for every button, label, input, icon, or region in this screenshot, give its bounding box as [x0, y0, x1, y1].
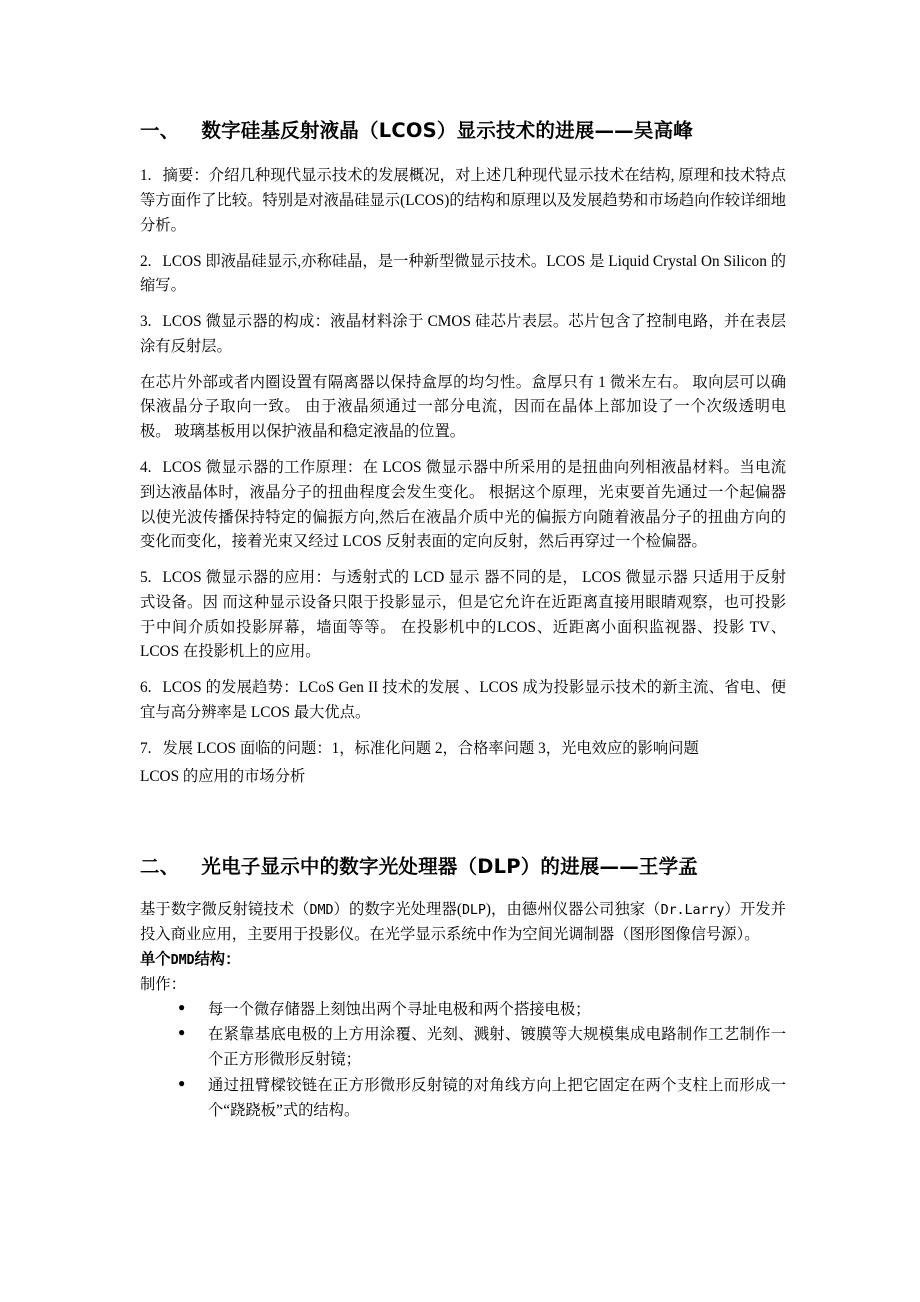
dmd-structure-heading-post: 结构： — [194, 951, 241, 968]
paragraph-item-4 — [140, 456, 786, 555]
paragraph-text-3-continued: 在芯片外部或者内圈设置有隔离器以保持盒厚的均匀性。盒厚只有 1 微米左右。 取向层可以确保液晶分子取向一致。 由于液晶须通过一部分电流，因而在晶体上部加设了一个次级透明电极。 玻璃基板用以保护液晶和稳定液晶的位置。 — [140, 373, 786, 441]
paragraph-item-5 — [140, 566, 786, 665]
list-number-3: 3. — [140, 313, 152, 331]
intro-mono-drlarry: Dr.Larry — [660, 903, 725, 919]
dmd-structure-heading-mono: DMD — [170, 953, 195, 968]
section-two-intro-paragraph — [140, 898, 786, 948]
list-number-7: 7. — [140, 739, 152, 757]
paragraph-market-analysis — [140, 765, 786, 790]
paragraph-text-2: LCOS 即液晶硅显示,亦称硅晶，是一种新型微显示技术。LCOS 是 Liquid Crystal On Silicon 的缩写。 — [140, 252, 786, 295]
list-item — [140, 1074, 786, 1124]
list-item — [140, 1023, 786, 1073]
list-item — [140, 998, 786, 1023]
paragraph-text-6: LCOS 的发展趋势：LCoS Gen II 技术的发展 、LCOS 成为投影显示技术的新主流、省电、便宜与高分辨率是 LCOS 最大优点。 — [140, 679, 786, 721]
list-item-text: 在紧靠基底电极的上方用涂覆、光刻、溅射、镀膜等大规模集成电路制作工艺制作一个正方形微形反射镜； — [208, 1026, 786, 1069]
bullet-dot-icon: ● — [178, 1025, 186, 1040]
list-number-5: 5. — [140, 569, 152, 587]
paragraph-text-1: 摘要：介绍几种现代显示技术的发展概况，对上述几种现代显示技术在结构, 原理和技术特点等方面作了比较。特别是对液晶硅显示(LCOS)的结构和原理以及发展趋势和市场趋向作较详细地分析。 — [140, 167, 786, 234]
bullet-dot-icon: ● — [178, 1075, 186, 1090]
document-body — [140, 118, 786, 1123]
dmd-structure-heading — [140, 948, 786, 973]
paragraph-item-1 — [140, 164, 786, 238]
intro-text-part-1: 基于数字微反射镜技术（ — [140, 901, 310, 919]
paragraph-item-3-continued — [140, 371, 786, 445]
section-spacer — [140, 794, 786, 854]
section-one-heading — [140, 118, 786, 144]
intro-text-part-4: ）开发并投入商业应用，主要用于投影仪。在光学显示系统中作为空间光调制器（图形图像信号源）。 — [140, 901, 786, 944]
section-one-number: 一、 — [140, 119, 180, 142]
list-number-2: 2. — [140, 252, 152, 270]
intro-mono-dlp: DLP — [461, 903, 486, 919]
fabrication-label-text: 制作： — [140, 975, 186, 993]
paragraph-item-6 — [140, 676, 786, 726]
intro-text-part-3: )，由德州仪器公司独家（ — [485, 901, 661, 919]
intro-text-part-2: ）的数字光处理器( — [333, 901, 462, 919]
paragraph-item-7 — [140, 737, 786, 762]
section-one-title: 数字硅基反射液晶（LCOS）显示技术的进展——吴高峰 — [201, 119, 693, 142]
bullet-dot-icon: ● — [178, 999, 186, 1014]
list-number-4: 4. — [140, 458, 152, 476]
list-item-text: 每一个微存储器上刻蚀出两个寻址电极和两个搭接电极； — [208, 1000, 591, 1018]
list-number-1: 1. — [140, 167, 152, 185]
dmd-fabrication-list — [140, 998, 786, 1124]
paragraph-item-3 — [140, 310, 786, 360]
paragraph-item-2 — [140, 250, 786, 300]
intro-mono-dmd: DMD — [309, 903, 334, 919]
list-number-6: 6. — [140, 679, 152, 697]
section-two-number: 二、 — [140, 855, 180, 879]
dmd-structure-heading-pre: 单个 — [140, 951, 171, 968]
paragraph-text-7: 发展 LCOS 面临的问题：1，标准化问题 2，合格率问题 3，光电效应的影响问题 — [162, 739, 699, 757]
fabrication-label — [140, 973, 786, 998]
paragraph-text-4: LCOS 微显示器的工作原理：在 LCOS 微显示器中所采用的是扭曲向列相液晶材料。当电流到达液晶体时，液晶分子的扭曲程度会发生变化。 根据这个原理，光束要首先通过一个起偏器以使光波传播保持特定的偏振方向,然后在液晶介质中光的偏振方向随着液晶分子的扭曲方向的变化而变化，接着光束又经过 LCOS 反射表面的定向反射，然后再穿过一个检偏器。 — [140, 458, 786, 551]
paragraph-text-5: LCOS 微显示器的应用：与透射式的 LCD 显示 器不同的是， LCOS 微显示器 只适用于反射式设备。因 而这种显示设备只限于投影显示，但是它允许在近距离直接用眼睛观察，也可投影于中间介质如投影屏幕，墙面等等。 在投影机中的LCOS、近距离小面积监视器、投影 TV、LCOS 在投影机上的应用。 — [140, 569, 786, 661]
section-two-title: 光电子显示中的数字光处理器（DLP）的进展——王学孟 — [201, 855, 699, 879]
section-two-heading — [140, 854, 786, 880]
paragraph-text-market-analysis: LCOS 的应用的市场分析 — [140, 768, 306, 786]
paragraph-text-3: LCOS 微显示器的构成：液晶材料涂于 CMOS 硅芯片表层。芯片包含了控制电路，并在表层涂有反射层。 — [140, 313, 786, 355]
list-item-text: 通过扭臂樑铰链在正方形微形反射镜的对角线方向上把它固定在两个支柱上而形成一个“跷跷板”式的结构。 — [208, 1076, 786, 1119]
